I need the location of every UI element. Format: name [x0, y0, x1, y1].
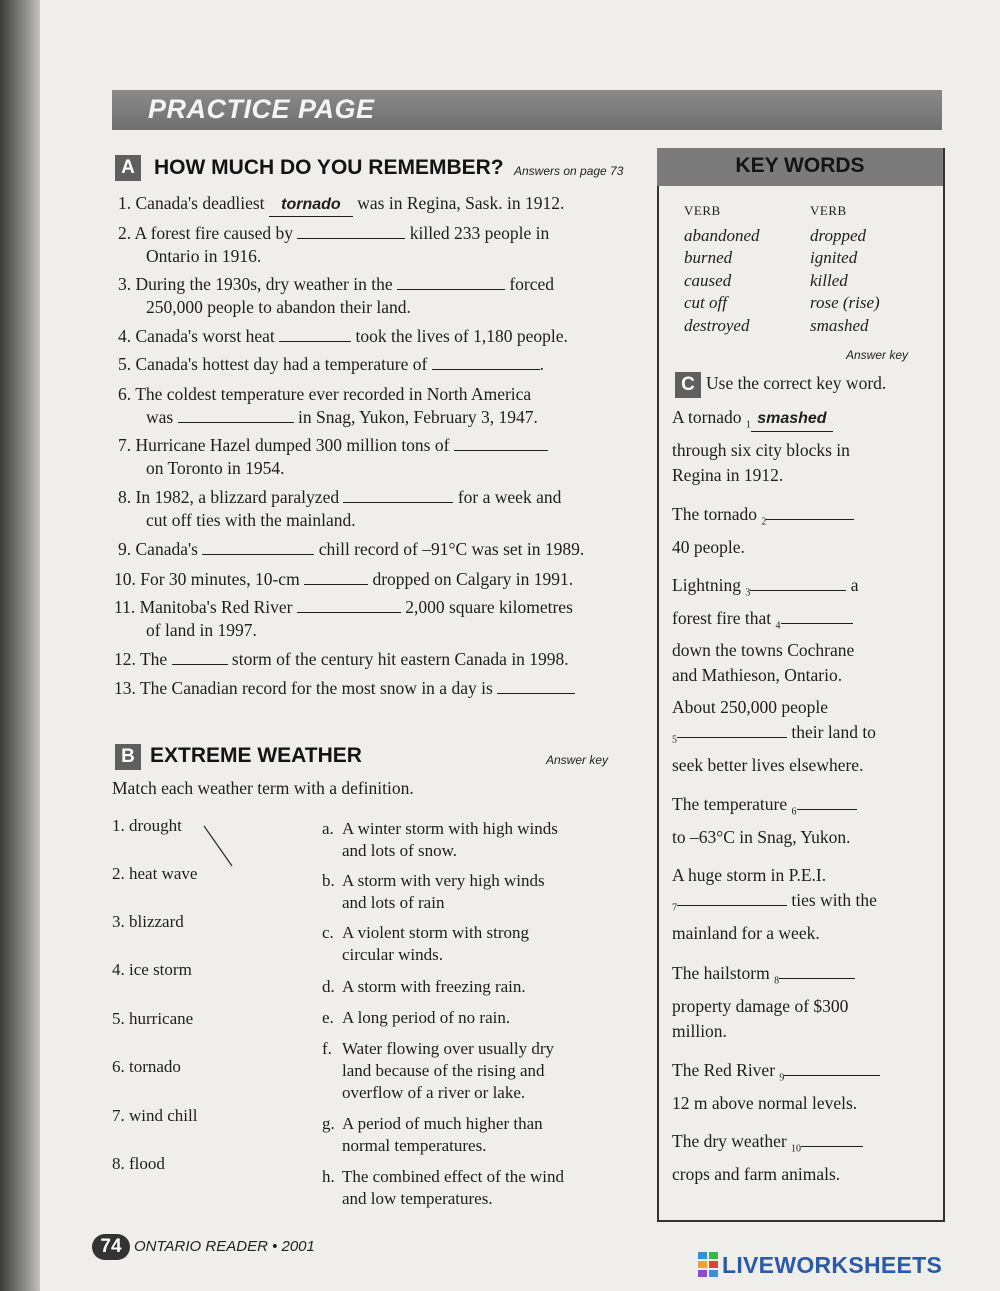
term-hurricane[interactable]: 5. hurricane — [112, 1009, 194, 1028]
s3-blank[interactable] — [750, 574, 846, 591]
question-13: 13. The Canadian record for the most snow in a day is — [114, 677, 575, 700]
term-flood[interactable]: 8. flood — [112, 1154, 165, 1173]
sentence-6: The temperature $_6$ to –63°C in Snag, Yukon. — [672, 792, 932, 850]
definition-e[interactable]: e. A long period of no rain. — [322, 1008, 511, 1027]
definition-f[interactable]: f. Water flowing over usually dry land because of the rising and overflow of a river or lake. — [322, 1039, 555, 1102]
section-b-instruction: Match each weather term with a definition. — [112, 778, 414, 798]
question-12: 12. The storm of the century hit eastern Canada in 1998. — [114, 649, 569, 669]
page-number: 74 — [92, 1234, 130, 1260]
question-3: 3. During the 1930s, dry weather in the forced 250,000 people to abandon their land. — [118, 274, 555, 317]
match-line — [204, 826, 232, 866]
term-ice-storm[interactable]: 4. ice storm — [112, 960, 192, 979]
question-10: 10. For 30 minutes, 10-cm dropped on Calgary in 1991. — [114, 569, 574, 589]
question-1: 1. Canada's deadliest tornado was in Regina, Sask. in 1912. — [118, 192, 564, 217]
question-2: 2. A forest fire caused by killed 233 people in Ontario in 1916. — [118, 223, 550, 266]
key-words-column-2: VERB dropped ignited killed rose (rise) smashed — [810, 203, 880, 335]
key-words-column-1: VERB abandoned burned caused cut off destroyed — [684, 203, 760, 335]
liveworksheets-watermark: LIVEWORKSHEETS — [722, 1252, 943, 1278]
liveworksheets-logo-icon — [698, 1252, 720, 1278]
sentence-2: The tornado $_2$ 40 people. — [672, 502, 932, 560]
banner-title: PRACTICE PAGE — [148, 94, 375, 124]
sentence-9: The Red River $_9$ 12 m above normal levels. — [672, 1058, 932, 1116]
sentence-3: Lightning $_3$ a forest fire that $_4$ down the towns Cochrane and Mathieson, Ontario. — [672, 575, 859, 685]
section-a-title: HOW MUCH DO YOU REMEMBER? — [154, 156, 504, 179]
question-6: 6. The coldest temperature ever recorded in North America was in Snag, Yukon, February 3, 1947. — [118, 384, 538, 427]
s9-blank[interactable] — [784, 1059, 880, 1076]
s2-blank[interactable] — [766, 503, 854, 520]
key-words-answer-key[interactable]: Answer key — [846, 348, 909, 362]
section-b-letter: B — [115, 744, 141, 770]
section-b-title: EXTREME WEATHER — [150, 744, 362, 767]
question-11: 11. Manitoba's Red River 2,000 square kilometres of land in 1997. — [114, 597, 573, 640]
question-5: 5. Canada's hottest day had a temperature of . — [118, 354, 545, 374]
s5-blank[interactable] — [677, 721, 787, 738]
s1-answer[interactable]: smashed — [757, 410, 827, 427]
key-words-title: KEY WORDS — [735, 154, 865, 177]
s10-blank[interactable] — [801, 1130, 863, 1147]
s4-blank[interactable] — [781, 607, 853, 624]
sentence-8: The hailstorm $_8$ property damage of $300 million. — [672, 961, 932, 1044]
sentence-1: A tornado $_1$ smashed through six city blocks in Regina in 1912. — [672, 407, 850, 485]
publication-name: ONTARIO READER • 2001 — [134, 1238, 315, 1255]
sentence-7: A huge storm in P.E.I. $_7$ ties with the mainland for a week. — [672, 865, 877, 943]
question-8: 8. In 1982, a blizzard paralyzed for a week and cut off ties with the mainland. — [118, 487, 562, 530]
definition-g[interactable]: g. A period of much higher than normal temperatures. — [322, 1114, 543, 1155]
s6-blank[interactable] — [797, 793, 857, 810]
definition-h[interactable]: h. The combined effect of the wind and low temperatures. — [322, 1167, 565, 1208]
definition-b[interactable]: b. A storm with very high winds and lots of rain — [322, 871, 545, 912]
sentence-10: The dry weather $_{10}$ crops and farm animals. — [672, 1129, 932, 1187]
term-blizzard[interactable]: 3. blizzard — [112, 912, 184, 931]
term-heat-wave[interactable]: 2. heat wave — [112, 864, 198, 883]
sentence-5: About 250,000 people $_5$ their land to seek better lives elsewhere. — [672, 697, 876, 775]
definition-c[interactable]: c. A violent storm with strong circular winds. — [322, 923, 529, 964]
s8-blank[interactable] — [779, 962, 855, 979]
s7-blank[interactable] — [677, 889, 787, 906]
question-7: 7. Hurricane Hazel dumped 300 million tons of on Toronto in 1954. — [118, 434, 548, 480]
section-a-letter: A — [115, 155, 141, 181]
definition-d[interactable]: d. A storm with freezing rain. — [322, 977, 526, 996]
q1-answer[interactable]: tornado — [281, 196, 341, 213]
section-b-answer-key[interactable]: Answer key — [546, 753, 609, 767]
definition-a[interactable]: a. A winter storm with high winds and lots of snow. — [322, 819, 558, 860]
question-9: 9. Canada's chill record of –91°C was set in 1989. — [118, 539, 585, 559]
term-tornado[interactable]: 6. tornado — [112, 1057, 181, 1076]
question-4: 4. Canada's worst heat took the lives of 1,180 people. — [118, 326, 568, 346]
section-c-letter: C — [675, 372, 701, 398]
section-c-title: Use the correct key word. — [706, 373, 887, 393]
term-drought[interactable]: 1. drought — [112, 816, 182, 835]
answers-note: Answers on page 73 — [514, 164, 624, 178]
term-wind-chill[interactable]: 7. wind chill — [112, 1106, 198, 1125]
